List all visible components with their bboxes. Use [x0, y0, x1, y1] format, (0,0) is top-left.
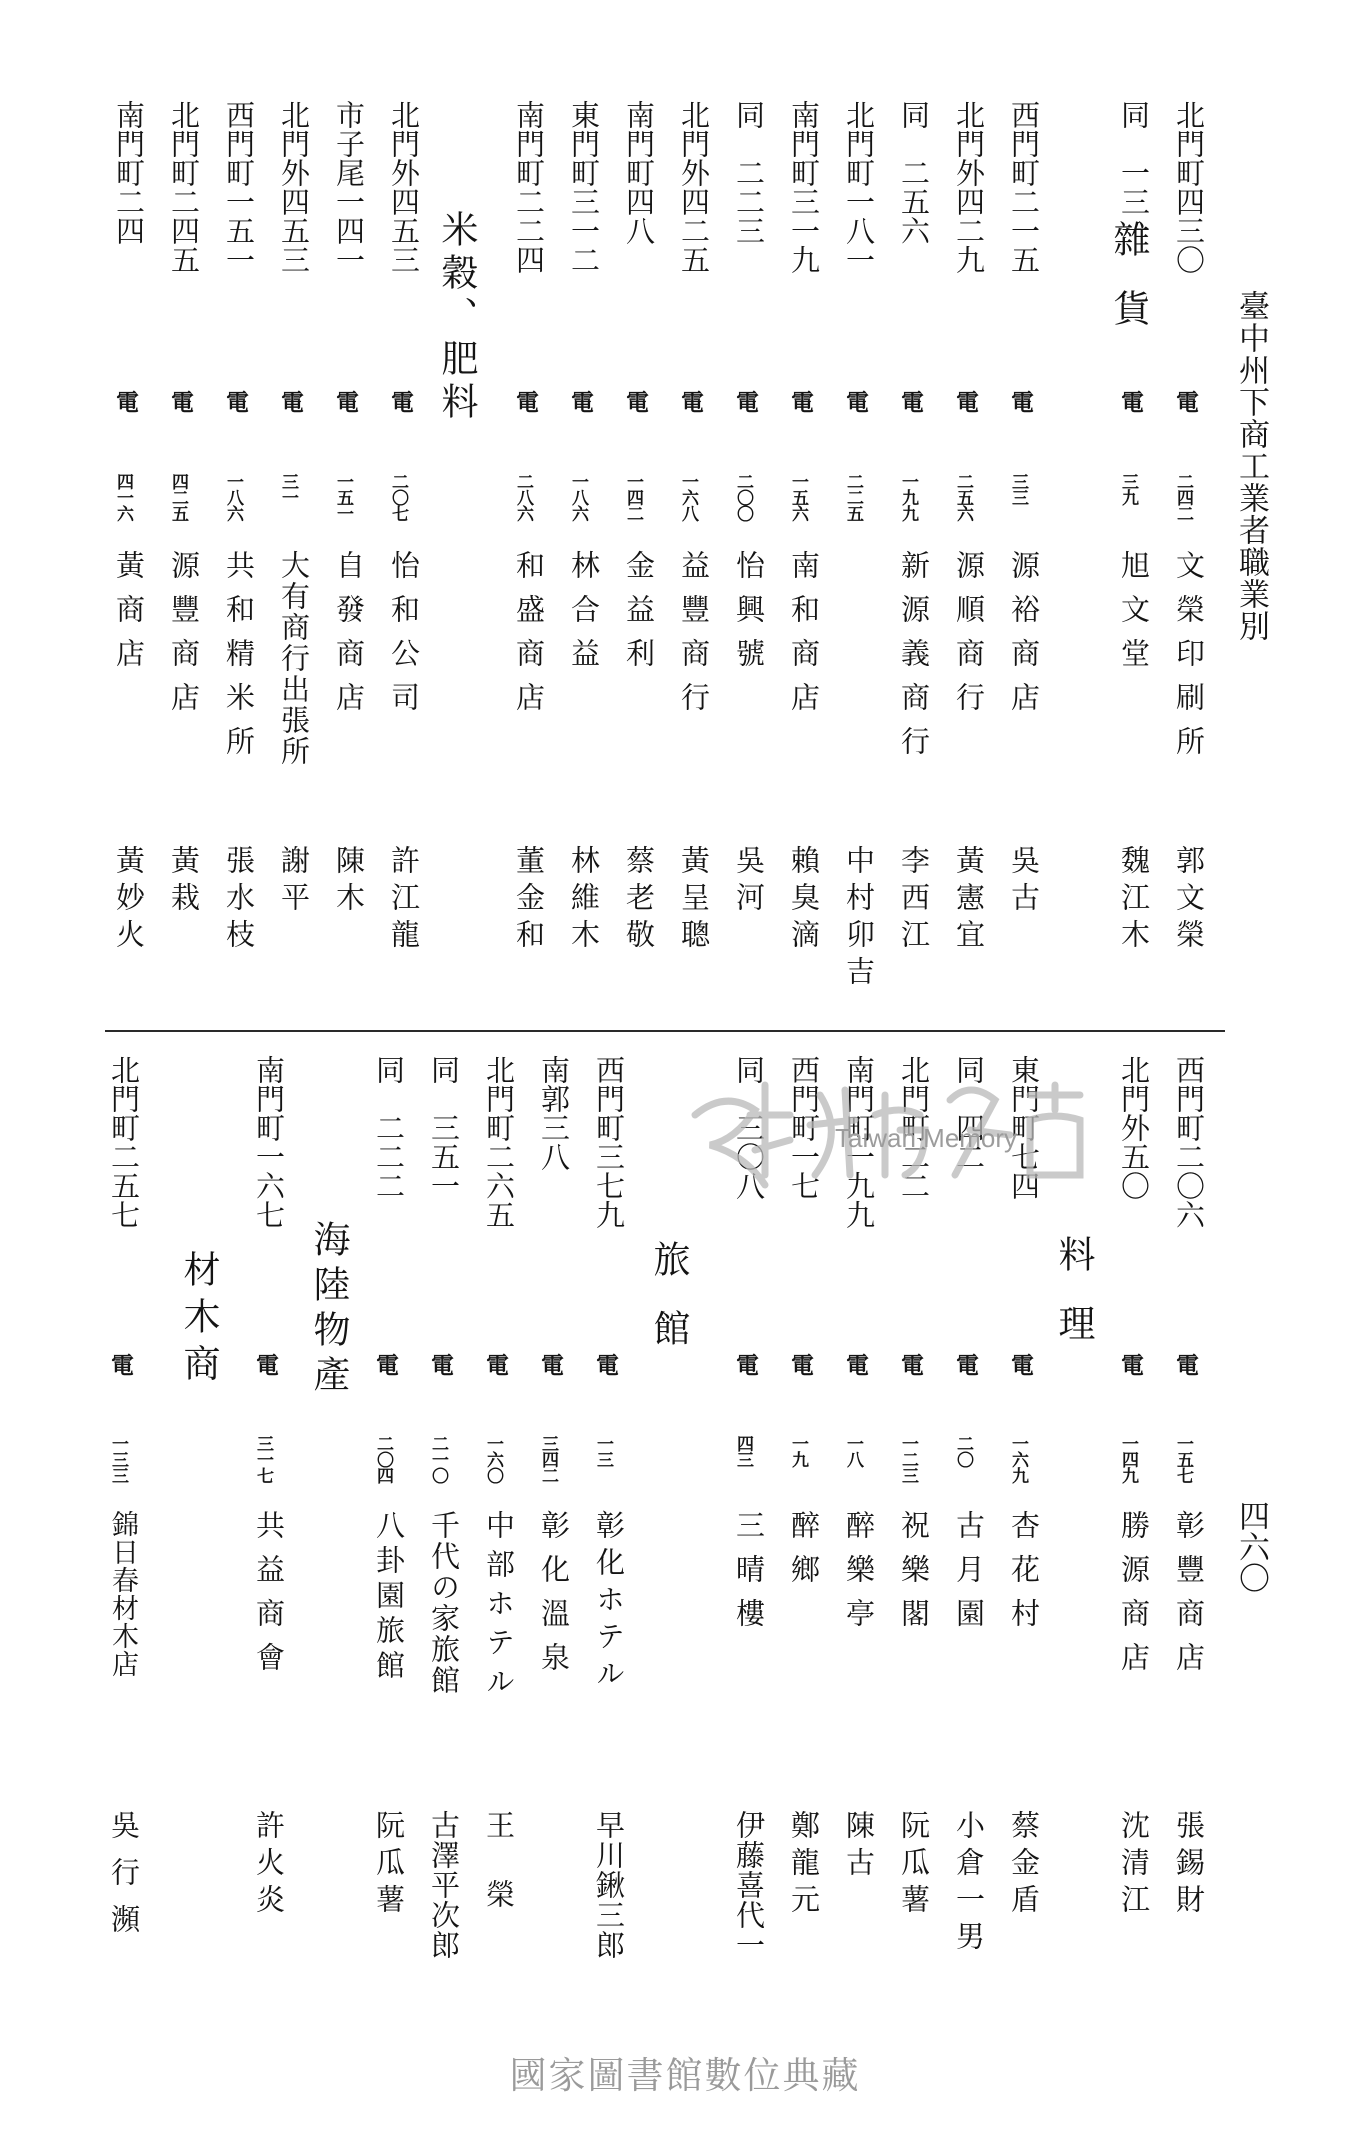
telephone-mark: 電 — [952, 1353, 979, 1376]
entry-address: 市子尾一四一 — [332, 100, 366, 274]
owner-name: 陳古 — [842, 1810, 876, 1884]
entry-address: 北門町二四五 — [167, 100, 201, 274]
entry-address: 同 二二三 — [732, 100, 766, 245]
business-name: 黃商店 — [112, 550, 146, 682]
directory-entry — [220, 100, 258, 1015]
business-name: 千代の家旅館 — [427, 1510, 461, 1696]
directory-entry — [1115, 100, 1153, 1015]
telephone-number: 三四二 — [538, 1435, 558, 1483]
telephone-mark: 電 — [842, 1353, 869, 1376]
telephone-number: 三三 — [1008, 473, 1028, 505]
owner-name: 黃栽 — [167, 845, 201, 919]
directory-entry — [1005, 100, 1043, 1015]
directory-entry — [275, 100, 313, 1015]
telephone-mark: 電 — [592, 1353, 619, 1376]
entry-address: 西門町一五一 — [222, 100, 256, 274]
directory-entry — [565, 100, 603, 1015]
telephone-number: 四一六 — [113, 473, 133, 521]
telephone-mark: 電 — [112, 390, 139, 413]
business-name: 古月園 — [952, 1510, 986, 1642]
business-name: 共和精米所 — [222, 550, 256, 770]
telephone-mark: 電 — [332, 390, 359, 413]
owner-name: 謝平 — [277, 845, 311, 919]
entry-address: 北門外四二五 — [677, 100, 711, 274]
business-name: 金益利 — [622, 550, 656, 682]
owner-name: 吳古 — [1007, 845, 1041, 919]
telephone-mark: 電 — [372, 1353, 399, 1376]
owner-name: 早川鍬三郎 — [592, 1810, 626, 1960]
telephone-number: 三一 — [278, 473, 298, 505]
entry-address: 北門町二六五 — [482, 1055, 516, 1229]
entry-address: 同 四二 — [952, 1055, 986, 1171]
telephone-mark: 電 — [167, 390, 194, 413]
owner-name: 阮瓜薯 — [372, 1810, 406, 1921]
telephone-number: 二四二 — [1173, 473, 1193, 521]
telephone-number: 二一〇 — [428, 1435, 448, 1483]
telephone-mark: 電 — [897, 390, 924, 413]
entry-address: 同 二五六 — [897, 100, 931, 245]
business-name: 祝樂閣 — [897, 1510, 931, 1642]
business-name: 和盛商店 — [512, 550, 546, 726]
entry-address: 同 一三一 — [1117, 100, 1151, 245]
owner-name: 黃憲宜 — [952, 845, 986, 956]
upper-directory-block — [105, 100, 1225, 1015]
business-name: 醉樂亭 — [842, 1510, 876, 1642]
telephone-mark: 電 — [787, 1353, 814, 1376]
telephone-mark: 電 — [567, 390, 594, 413]
telephone-mark: 電 — [1007, 1353, 1034, 1376]
telephone-number: 一五七 — [1173, 1435, 1193, 1483]
category-heading-rice-fertilizer: 米穀、肥料 — [435, 210, 478, 425]
directory-entry — [385, 100, 423, 1015]
telephone-mark: 電 — [677, 390, 704, 413]
owner-name: 許江龍 — [387, 845, 421, 956]
telephone-number: 二二五 — [843, 473, 863, 521]
business-name: 益豐商行 — [677, 550, 711, 726]
owner-name: 許火炎 — [252, 1810, 286, 1921]
directory-entry — [730, 100, 768, 1015]
directory-entry — [840, 100, 878, 1015]
business-name: 彰化ホテル — [592, 1510, 626, 1695]
owner-name: 阮瓜薯 — [897, 1810, 931, 1921]
business-name: 彰豐商店 — [1172, 1510, 1206, 1686]
owner-name: 沈清江 — [1117, 1810, 1151, 1921]
telephone-number: 二八六 — [513, 473, 533, 521]
business-name: 彰化溫泉 — [537, 1510, 571, 1686]
business-name: 自發商店 — [332, 550, 366, 726]
category-heading-zaimoku: 材木商 — [177, 1250, 220, 1391]
telephone-mark: 電 — [1117, 1353, 1144, 1376]
entry-address: 南門町二二四 — [512, 100, 546, 274]
directory-entry — [110, 100, 148, 1015]
telephone-mark: 電 — [252, 1353, 279, 1376]
category-heading-ryori: 料理 — [1052, 1235, 1095, 1373]
telephone-number: 一八六 — [568, 473, 588, 521]
entry-address: 北門外四五三 — [277, 100, 311, 274]
owner-name: 吳行瀕 — [107, 1810, 141, 1951]
owner-name: 吳河 — [732, 845, 766, 919]
directory-entry — [950, 100, 988, 1015]
telephone-mark: 電 — [787, 390, 814, 413]
telephone-number: 一四二 — [623, 473, 643, 521]
business-name: 大有商行出張所 — [277, 550, 311, 767]
telephone-number: 二〇 — [953, 1435, 973, 1467]
business-name: 源順商行 — [952, 550, 986, 726]
entry-address: 西門町二〇六 — [1172, 1055, 1206, 1229]
entry-address: 北門町二五七 — [107, 1055, 141, 1229]
owner-name: 古澤平次郎 — [427, 1810, 461, 1960]
category-heading-kairiku-bussan: 海陸物產 — [307, 1220, 350, 1400]
telephone-number: 一三 — [593, 1435, 613, 1467]
telephone-number: 一六九 — [1008, 1435, 1028, 1483]
telephone-mark: 電 — [1172, 1353, 1199, 1376]
business-name: 共益商會 — [252, 1510, 286, 1686]
directory-entry — [105, 1055, 143, 2000]
business-name: 錦日春材木店 — [107, 1510, 138, 1678]
telephone-mark: 電 — [277, 390, 304, 413]
business-name: 中部ホテル — [482, 1510, 516, 1705]
telephone-number: 一六八 — [678, 473, 698, 521]
entry-address: 南郭三八 — [537, 1055, 571, 1171]
telephone-mark: 電 — [732, 390, 759, 413]
telephone-number: 三一七 — [253, 1435, 273, 1483]
owner-name: 蔡金盾 — [1007, 1810, 1041, 1921]
business-name: 怡興號 — [732, 550, 766, 682]
entry-address: 東門町三一二 — [567, 100, 601, 274]
owner-name: 林維木 — [567, 845, 601, 956]
telephone-mark: 電 — [732, 1353, 759, 1376]
owner-name: 伊藤喜代一 — [732, 1810, 766, 1960]
telephone-number: 四二五 — [168, 473, 188, 521]
telephone-number: 一八 — [843, 1435, 863, 1467]
entry-address: 同 二二二 — [372, 1055, 406, 1200]
owner-name: 郭文榮 — [1172, 845, 1206, 956]
telephone-mark: 電 — [537, 1353, 564, 1376]
owner-name: 蔡老敬 — [622, 845, 656, 956]
directory-entry — [510, 100, 548, 1015]
telephone-mark: 電 — [622, 390, 649, 413]
telephone-number: 一四九 — [1118, 1435, 1138, 1483]
telephone-number: 一九九 — [898, 473, 918, 521]
entry-address: 北門外四五三 — [387, 100, 421, 274]
telephone-number: 一二三 — [898, 1435, 918, 1483]
directory-entry — [330, 100, 368, 1015]
telephone-mark: 電 — [107, 1353, 134, 1376]
owner-name: 張錫財 — [1172, 1810, 1206, 1921]
telephone-mark: 電 — [1007, 390, 1034, 413]
entry-address: 北門町四三〇 — [1172, 100, 1206, 274]
telephone-number: 一五六 — [788, 473, 808, 521]
telephone-number: 二五六 — [953, 473, 973, 521]
watermark-latin-text: Taiwan Memory — [835, 1123, 1018, 1153]
telephone-number: 一八六 — [223, 473, 243, 521]
category-heading-ryokan: 旅館 — [647, 1240, 690, 1378]
telephone-mark: 電 — [512, 390, 539, 413]
business-name: 旭文堂 — [1117, 550, 1151, 682]
telephone-mark: 電 — [387, 390, 414, 413]
owner-name: 李西江 — [897, 845, 931, 956]
business-name: 勝源商店 — [1117, 1510, 1151, 1686]
directory-entry — [895, 100, 933, 1015]
entry-address: 南門町二四 — [112, 100, 146, 245]
category-heading-zakka: 雜貨 — [1107, 220, 1150, 358]
business-name: 新源義商行 — [897, 550, 931, 770]
business-name: 三晴樓 — [732, 1510, 766, 1642]
telephone-number: 一三三 — [108, 1435, 128, 1483]
telephone-number: 一六〇 — [483, 1435, 503, 1483]
owner-name: 張水枝 — [222, 845, 256, 956]
telephone-number: 四三 — [733, 1435, 753, 1467]
entry-address: 同 三五一 — [427, 1055, 461, 1200]
entry-address: 南門町一九九 — [842, 1055, 876, 1229]
owner-name: 中村卯吉 — [842, 845, 876, 993]
directory-entry — [590, 1055, 628, 2000]
directory-entry — [1170, 100, 1208, 1015]
owner-name: 王榮 — [482, 1810, 516, 1948]
entry-address: 南門町四八 — [622, 100, 656, 245]
telephone-number: 一九 — [788, 1435, 808, 1467]
directory-entry — [425, 1055, 463, 2000]
entry-address: 西門町一七 — [787, 1055, 821, 1200]
telephone-mark: 電 — [427, 1353, 454, 1376]
telephone-number: 二〇七 — [388, 473, 408, 521]
directory-entry — [620, 100, 658, 1015]
directory-entry — [250, 1055, 288, 2000]
owner-name: 黃呈聰 — [677, 845, 711, 956]
entry-address: 南門町一六七 — [252, 1055, 286, 1229]
telephone-mark: 電 — [1172, 390, 1199, 413]
entry-address: 西門町三七九 — [592, 1055, 626, 1229]
entry-address: 北門外五〇 — [1117, 1055, 1151, 1200]
telephone-number: 一五一 — [333, 473, 353, 521]
entry-address: 東門町七四 — [1007, 1055, 1041, 1200]
section-divider — [105, 1030, 1225, 1032]
business-name: 怡和公司 — [387, 550, 421, 726]
entry-address: 南門町三一九 — [787, 100, 821, 274]
directory-entry — [480, 1055, 518, 2000]
running-header: 臺中州下商工業者職業別 — [1233, 290, 1269, 642]
directory-entry — [165, 100, 203, 1015]
business-name: 林合益 — [567, 550, 601, 682]
telephone-mark: 電 — [482, 1353, 509, 1376]
business-name: 南和商店 — [787, 550, 821, 726]
page-number: 四六〇 — [1233, 1500, 1269, 1593]
directory-entry — [785, 100, 823, 1015]
taiwan-memory-watermark — [670, 1055, 1150, 1205]
entry-address: 北門町二二 — [897, 1055, 931, 1200]
telephone-mark: 電 — [897, 1353, 924, 1376]
business-name: 八卦園旅館 — [372, 1510, 406, 1685]
entry-address: 同 三〇八 — [732, 1055, 766, 1200]
entry-address: 西門町二一五 — [1007, 100, 1041, 274]
telephone-mark: 電 — [952, 390, 979, 413]
directory-entry — [535, 1055, 573, 2000]
business-name: 文榮印刷所 — [1172, 550, 1206, 770]
business-name: 醉鄉 — [787, 1510, 821, 1598]
telephone-number: 三九 — [1118, 473, 1138, 505]
business-name: 杏花村 — [1007, 1510, 1041, 1642]
owner-name: 鄭龍元 — [787, 1810, 821, 1921]
directory-entry — [370, 1055, 408, 2000]
entry-address: 北門町一八一 — [842, 100, 876, 274]
owner-name: 魏江木 — [1117, 845, 1151, 956]
owner-name: 董金和 — [512, 845, 546, 956]
telephone-mark: 電 — [842, 390, 869, 413]
telephone-number: 二〇〇 — [733, 473, 753, 521]
owner-name: 小倉一男 — [952, 1810, 986, 1958]
directory-entry — [675, 100, 713, 1015]
entry-address: 北門外四二九 — [952, 100, 986, 274]
footer-credit: 國家圖書館數位典藏 — [509, 2054, 861, 2097]
telephone-mark: 電 — [1117, 390, 1144, 413]
owner-name: 賴臭滴 — [787, 845, 821, 956]
directory-entry — [1170, 1055, 1208, 2000]
watermark-logo-icon — [670, 1055, 1150, 1205]
business-name: 源裕商店 — [1007, 550, 1041, 726]
owner-name: 陳木 — [332, 845, 366, 919]
owner-name: 黃妙火 — [112, 845, 146, 956]
telephone-number: 二〇四 — [373, 1435, 393, 1483]
telephone-mark: 電 — [222, 390, 249, 413]
business-name: 源豐商店 — [167, 550, 201, 726]
